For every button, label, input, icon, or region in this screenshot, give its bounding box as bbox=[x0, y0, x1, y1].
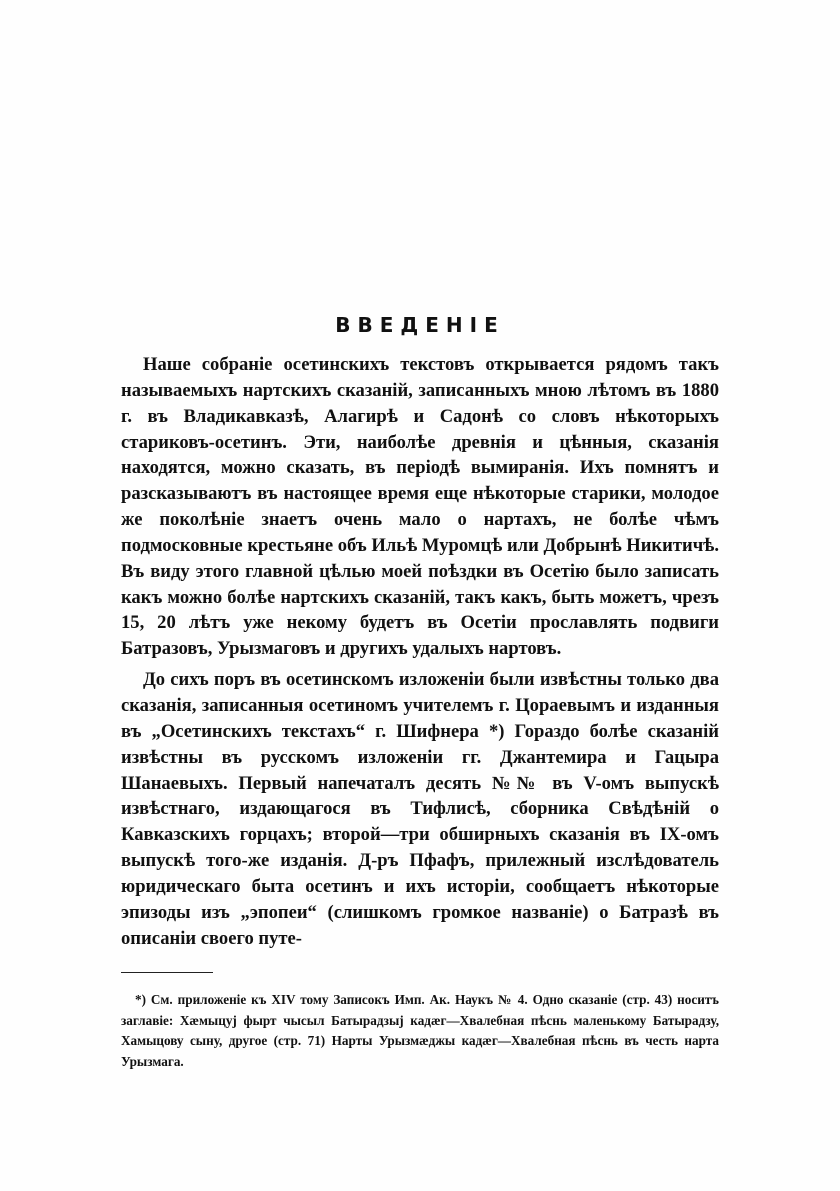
footnote-divider bbox=[121, 972, 213, 973]
main-text bbox=[121, 352, 719, 951]
page-title: ВВЕДЕНІЕ bbox=[335, 313, 505, 337]
paragraph: Наше собраніе осетинскихъ текстовъ открывается рядомъ такъ называемыхъ нартскихъ сказаній, записанныхъ мною лѣтомъ въ 1880 г. въ Владикавказѣ, Алагирѣ и Садонѣ со словъ нѣкоторыхъ стариковъ-осетинъ. Эти, наиболѣе древнія и цѣнныя, сказанія находятся, можно сказать, въ періодѣ вымиранія. Ихъ помнятъ и разсказываютъ въ настоящее время еще нѣкоторые старики, молодое же поколѣніе знаетъ очень мало о нартахъ, не болѣе чѣмъ подмосковные крестьяне объ Ильѣ Муромцѣ или Добрынѣ Никитичѣ. Въ виду этого главной цѣлью моей поѣздки въ Осетію было записать какъ можно болѣе нартскихъ сказаній, такъ какъ, быть можетъ, чрезъ 15, 20 лѣтъ уже некому будетъ въ Осетіи прославлять подвиги Батразовъ, Урызмаговъ и другихъ удалыхъ нартовъ. bbox=[121, 354, 719, 660]
footnote: *) См. приложеніе къ XIV тому Записокъ Имп. Ак. Наукъ № 4. Одно сказаніе (стр. 43) носитъ заглавіе: Хӕмыцуј фырт чысыл Батырадзыј кадӕг—Хвалебная пѣснь маленькому Батырадзу, Хамыцову сыну, другое (стр. 71) Нарты Урызмӕджы кадӕг—Хвалебная пѣснь въ честь нарта Урызмага. bbox=[121, 992, 719, 1069]
paragraph: До сихъ поръ въ осетинскомъ изложеніи были извѣстны только два сказанія, записанныя осетиномъ учителемъ г. Цораевымъ и изданныя въ „Осетинскихъ текстахъ“ г. Шифнера *) Гораздо болѣе сказаній извѣстны въ русскомъ изложеніи гг. Джантемира и Гацыра Шанаевыхъ. Первый напечаталъ десять №№ въ V-омъ выпускѣ извѣстнаго, издающагося въ Тифлисѣ, сборника Свѣдѣній о Кавказскихъ горцахъ; второй—три обширныхъ сказанія въ IX-омъ выпускѣ того-же изданія. Д-ръ Пфафъ, прилежный изслѣдователь юридическаго быта осетинъ и ихъ исторіи, сообщаетъ нѣкоторые эпизоды изъ „эпопеи“ (слишкомъ громкое названіе) о Батразѣ въ описаніи своего путе- bbox=[121, 669, 719, 949]
